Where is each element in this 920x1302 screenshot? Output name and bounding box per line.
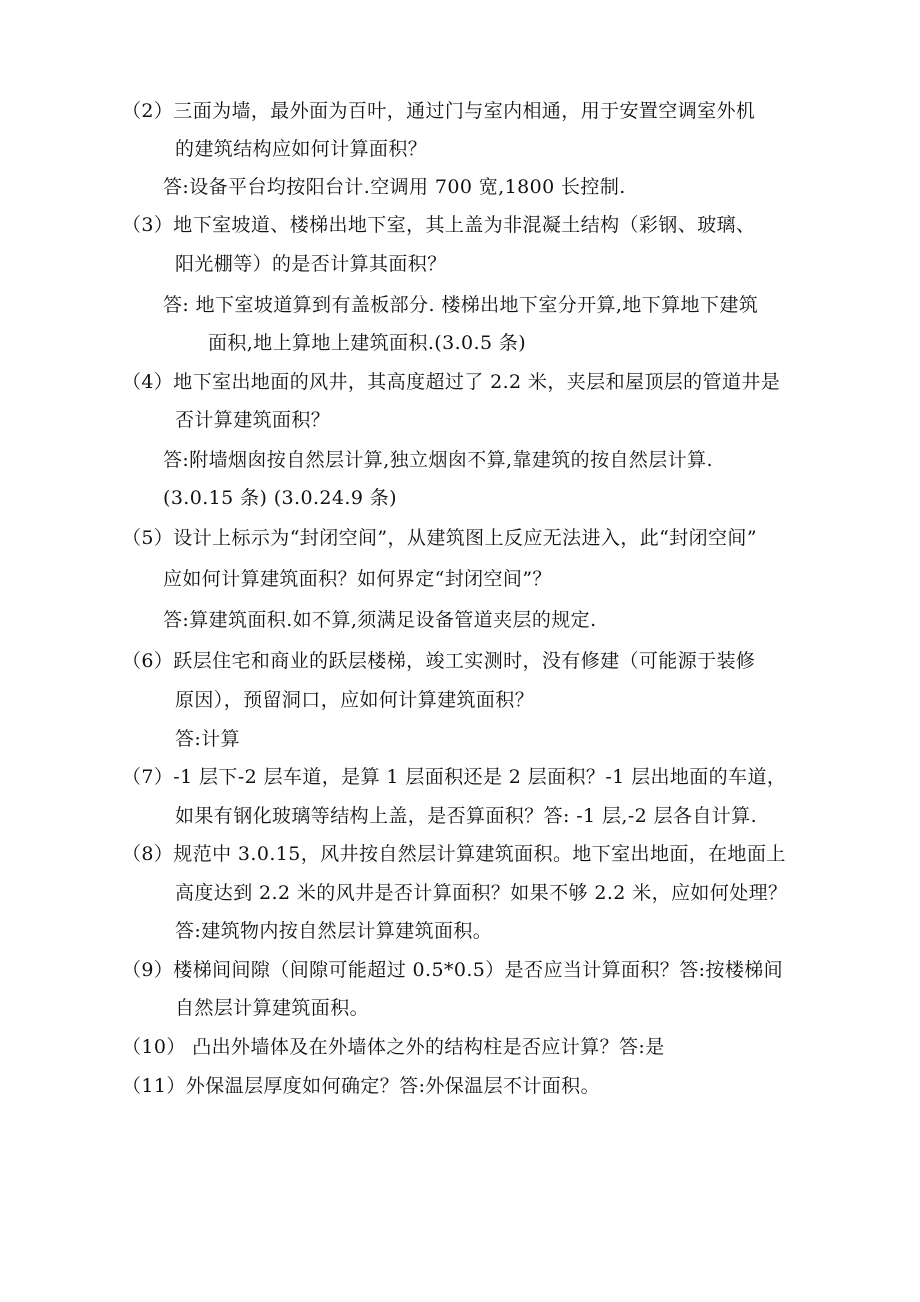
q9-line-1: （9）楼梯间间隙（间隙可能超过 0.5*0.5）是否应当计算面积？答:按楼梯间 (122, 959, 784, 981)
q4-answer-2: (3.0.15 条) (3.0.24.9 条) (163, 487, 397, 509)
q3-line-1: （3）地下室坡道、楼梯出地下室，其上盖为非混凝土结构（彩钢、玻璃、 (122, 214, 756, 236)
q3-answer-2: 面积,地上算地上建筑面积.(3.0.5 条) (208, 332, 527, 354)
q3-answer-1: 答: 地下室坡道算到有盖板部分. 楼梯出地下室分开算,地下算地下建筑 (163, 294, 759, 316)
q8-line-1: （8）规范中 3.0.15，风井按自然层计算建筑面积。地下室出地面，在地面上 (122, 843, 786, 865)
q2-line-2: 的建筑结构应如何计算面积？ (175, 138, 428, 160)
q8-line-2: 高度达到 2.2 米的风井是否计算面积？如果不够 2.2 米，应如何处理？ (175, 882, 788, 904)
q10-line: （10） 凸出外墙体及在外墙体之外的结构柱是否应计算？答:是 (122, 1036, 665, 1058)
q6-line-2: 原因），预留洞口，应如何计算建筑面积？ (175, 689, 535, 711)
q8-answer: 答:建筑物内按自然层计算建筑面积。 (175, 920, 493, 942)
q4-line-1: （4）地下室出地面的风井，其高度超过了 2.2 米，夹层和屋顶层的管道井是 (122, 371, 781, 393)
q6-line-1: （6）跃层住宅和商业的跃层楼梯，竣工实测时，没有修建（可能源于装修 (122, 650, 756, 672)
q9-line-2: 自然层计算建筑面积。 (175, 997, 370, 1019)
q11-line: （11）外保温层厚度如何确定？答:外保温层不计面积。 (122, 1075, 600, 1097)
q6-answer: 答:计算 (175, 728, 241, 750)
q5-line-2: 应如何计算建筑面积？如何界定“封闭空间”？ (163, 568, 552, 590)
q3-line-2: 阳光棚等）的是否计算其面积？ (175, 253, 447, 275)
q5-answer: 答:算建筑面积.如不算,须满足设备管道夹层的规定. (163, 609, 597, 631)
q4-line-2: 否计算建筑面积？ (175, 409, 331, 431)
q4-answer-1: 答:附墙烟囱按自然层计算,独立烟囱不算,靠建筑的按自然层计算. (163, 449, 713, 471)
q7-line-1: （7）-1 层下-2 层车道，是算 1 层面积还是 2 层面积？-1 层出地面的车道， (122, 766, 787, 788)
q7-line-2: 如果有钢化玻璃等结构上盖，是否算面积？答: -1 层,-2 层各自计算. (175, 805, 758, 827)
q5-line-1: （5）设计上标示为“封闭空间”，从建筑图上反应无法进入，此“封闭空间” (122, 527, 757, 549)
q2-line-1: （2）三面为墙，最外面为百叶，通过门与室内相通，用于安置空调室外机 (122, 100, 756, 122)
q2-answer: 答:设备平台均按阳台计.空调用 700 宽,1800 长控制. (163, 176, 626, 198)
